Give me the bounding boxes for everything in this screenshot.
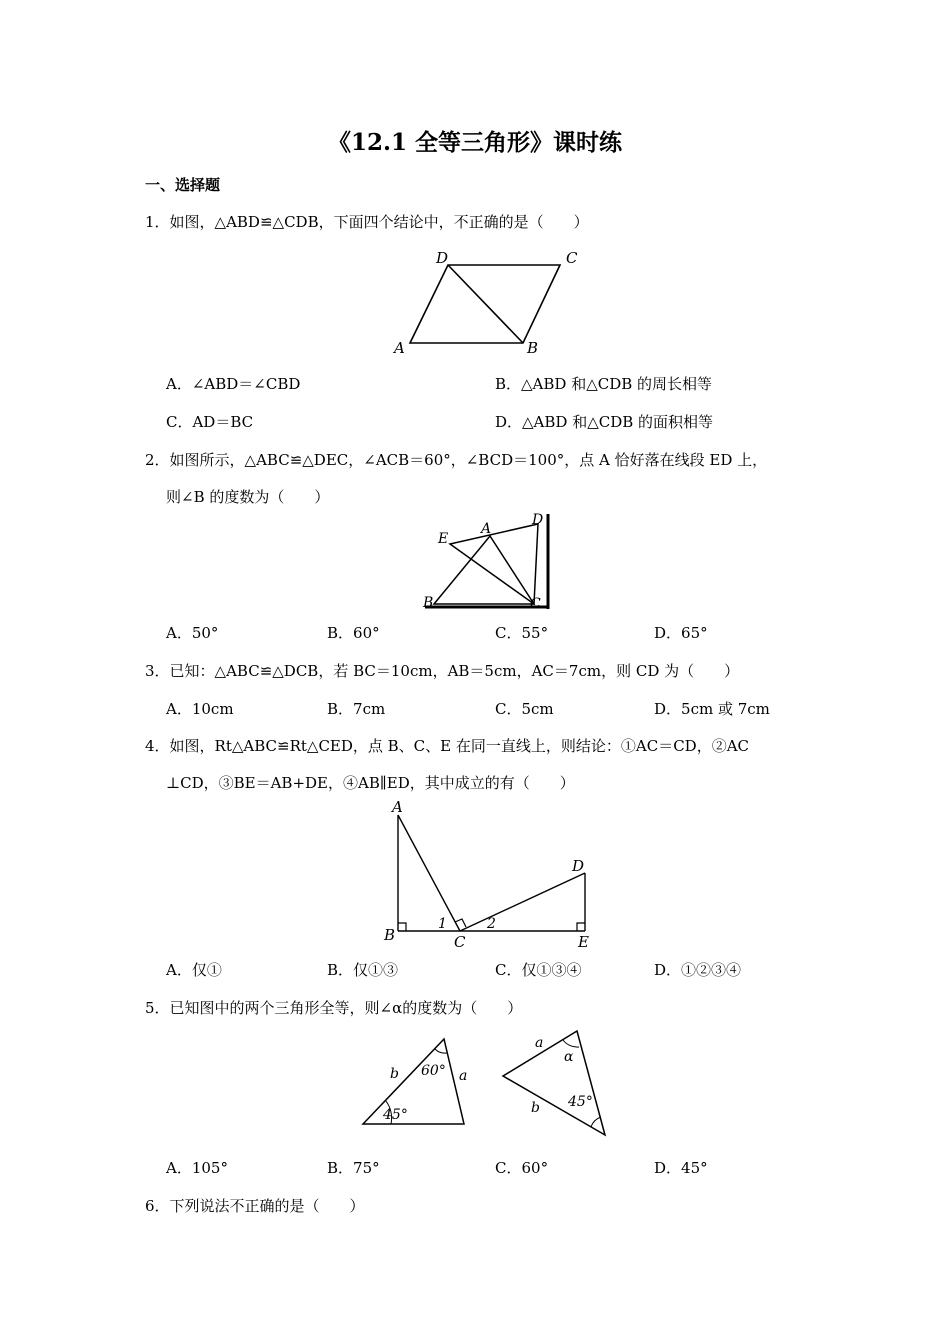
question-1-option-a[interactable]: A．∠ABD＝∠CBD — [166, 375, 301, 393]
question-4-option-d[interactable]: D．①②③④ — [654, 961, 742, 979]
label-alpha: α — [564, 1049, 574, 1065]
label-60-left: 60° — [421, 1063, 446, 1079]
question-5-option-b[interactable]: B．75° — [327, 1159, 380, 1177]
label-b-left: b — [390, 1066, 399, 1082]
question-2-stem: 2．如图所示，△ABC≌△DEC，∠ACB＝60°，∠BCD＝100°，点 A 恰好落在线段 ED 上， — [145, 451, 768, 469]
label-a-right: a — [535, 1035, 544, 1051]
question-5-figure — [355, 1025, 620, 1140]
label-c: C — [454, 933, 466, 951]
question-3-option-c[interactable]: C．5cm — [495, 700, 554, 718]
question-2-option-d[interactable]: D．65° — [654, 624, 708, 642]
triangle-right — [503, 1031, 605, 1135]
label-d: D — [436, 249, 449, 267]
question-5-stem: 5．已知图中的两个三角形全等，则∠α的度数为（ ） — [145, 999, 523, 1017]
question-3-stem: 3．已知：△ABC≌△DCB，若 BC＝10cm，AB＝5cm，AC＝7cm，则 CD 为（ ） — [145, 662, 740, 680]
segment-cd — [460, 873, 585, 931]
question-4-stem-line2: ⊥CD，③BE＝AB+DE，④AB∥ED，其中成立的有（ ） — [166, 774, 575, 792]
label-b: B — [423, 595, 434, 611]
question-1-stem: 1．如图，△ABD≌△CDB，下面四个结论中，不正确的是（ ） — [145, 213, 589, 231]
question-6-stem: 6．下列说法不正确的是（ ） — [145, 1197, 365, 1215]
question-4-option-b[interactable]: B．仅①③ — [327, 961, 399, 979]
question-2-figure — [420, 510, 560, 615]
question-2-option-b[interactable]: B．60° — [327, 624, 380, 642]
question-2-option-c[interactable]: C．55° — [495, 624, 549, 642]
label-e: E — [438, 531, 449, 547]
angle-arc-alpha — [563, 1040, 579, 1047]
right-angle-b — [398, 923, 406, 931]
label-a: A — [481, 521, 492, 537]
angle-arc-45-right — [591, 1117, 601, 1127]
label-angle-1: 1 — [438, 916, 447, 932]
question-4-figure — [378, 798, 598, 953]
triangle-dec — [450, 524, 538, 604]
label-d: D — [572, 857, 585, 875]
question-1-option-d[interactable]: D．△ABD 和△CDB 的面积相等 — [495, 413, 714, 431]
label-45-left: 45° — [383, 1107, 408, 1123]
label-a: A — [394, 339, 405, 357]
label-a: A — [392, 798, 403, 816]
segment-ac — [398, 815, 460, 931]
question-5-option-d[interactable]: D．45° — [654, 1159, 708, 1177]
label-c: C — [566, 249, 578, 267]
question-3-option-b[interactable]: B．7cm — [327, 700, 386, 718]
label-c: C — [530, 596, 541, 612]
angle-arc-60-left — [435, 1049, 447, 1053]
label-45-right: 45° — [568, 1094, 593, 1110]
question-4-option-a[interactable]: A．仅① — [166, 961, 222, 979]
section-heading: 一、选择题 — [145, 176, 221, 194]
question-3-option-a[interactable]: A．10cm — [166, 700, 234, 718]
label-a-left: a — [459, 1068, 468, 1084]
right-angle-e — [577, 923, 585, 931]
question-2-stem-line2: 则∠B 的度数为（ ） — [166, 488, 330, 506]
question-5-option-a[interactable]: A．105° — [166, 1159, 228, 1177]
question-5-option-c[interactable]: C．60° — [495, 1159, 549, 1177]
question-1-option-b[interactable]: B．△ABD 和△CDB 的周长相等 — [495, 375, 713, 393]
label-d: D — [532, 512, 544, 528]
label-b-right: b — [531, 1100, 540, 1116]
triangle-left — [363, 1039, 464, 1124]
question-1-figure — [380, 245, 590, 360]
label-e: E — [578, 933, 589, 951]
diagonal-db — [448, 265, 523, 343]
question-1-option-c[interactable]: C．AD＝BC — [166, 413, 254, 431]
label-b: B — [384, 926, 396, 944]
label-angle-2: 2 — [487, 916, 496, 932]
page-title: 《12.1 全等三角形》课时练 — [327, 129, 623, 156]
question-4-stem: 4．如图，Rt△ABC≌Rt△CED，点 B、C、E 在同一直线上，则结论：①AC＝CD，②AC — [145, 737, 750, 755]
question-4-option-c[interactable]: C．仅①③④ — [495, 961, 582, 979]
label-b: B — [527, 339, 539, 357]
question-2-option-a[interactable]: A．50° — [166, 624, 219, 642]
question-3-option-d[interactable]: D．5cm 或 7cm — [654, 700, 770, 718]
